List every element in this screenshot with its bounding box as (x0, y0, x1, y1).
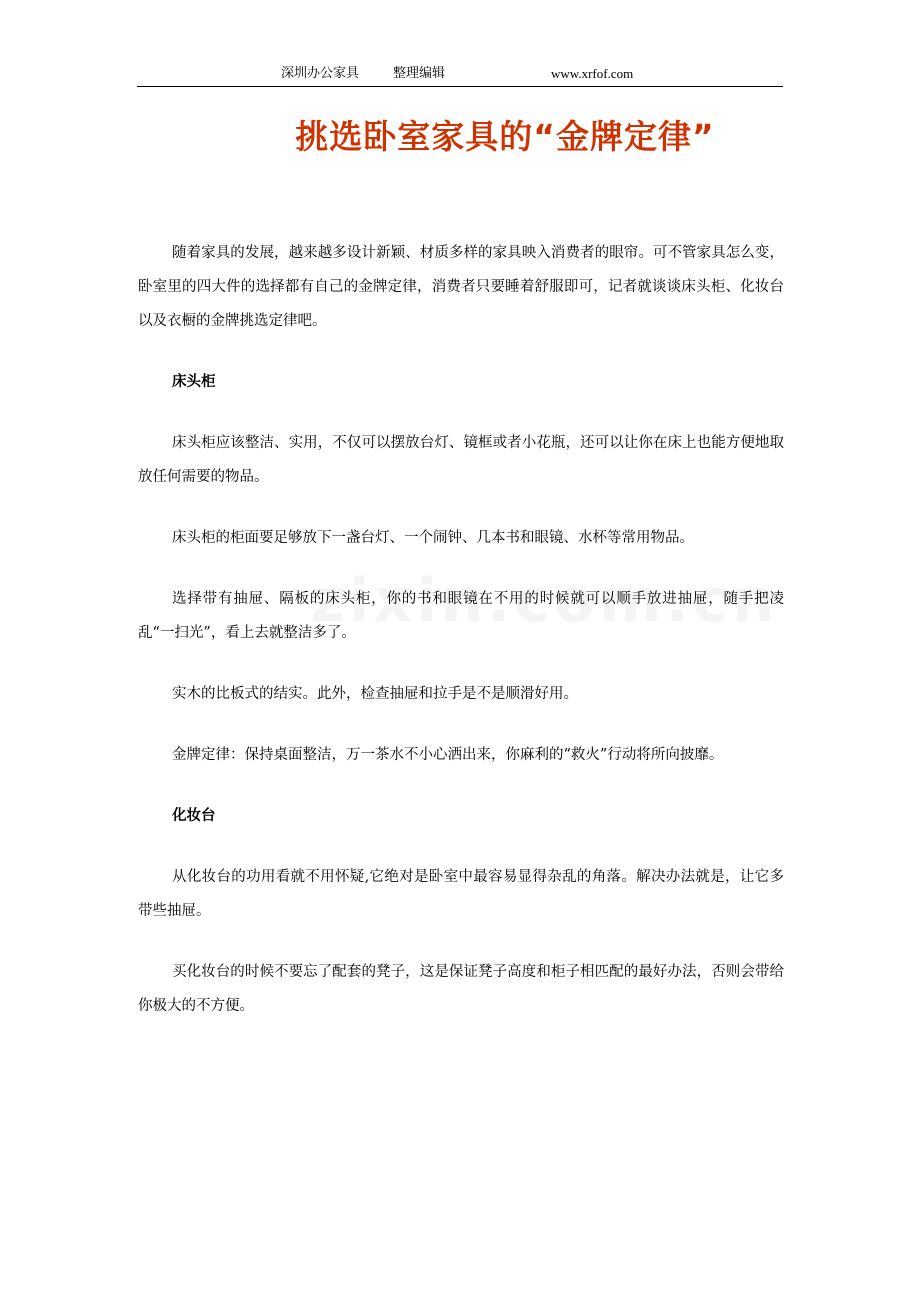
vanity-paragraph: 从化妆台的功用看就不用怀疑,它绝对是卧室中最容易显得杂乱的角落。解决办法就是，让它多带些抽屉。 (138, 869, 784, 919)
intro-paragraph: 随着家具的发展，越来越多设计新颖、材质多样的家具映入消费者的眼帘。可不管家具怎么变，卧室里的四大件的选择都有自己的金牌定律，消费者只要睡着舒服即可，记者就谈谈床头柜、化妆台以及衣橱的金牌挑选定律吧。 (138, 245, 784, 329)
vanity-paragraph: 买化妆台的时候不要忘了配套的凳子，这是保证凳子高度和柜子相匹配的最好办法，否则会带给你极大的不方便。 (138, 964, 784, 1014)
header-editor: 整理编辑 (393, 66, 446, 81)
nightstand-paragraph: 选择带有抽屉、隔板的床头柜，你的书和眼镜在不用的时候就可以顺手放进抽屉，随手把凌乱“一扫光”，看上去就整洁多了。 (138, 591, 784, 641)
nightstand-golden-rule: 金牌定律：保持桌面整洁，万一茶水不小心洒出来，你麻利的“救火”行动将所向披靡。 (172, 747, 724, 763)
article-body (138, 236, 784, 1023)
nightstand-paragraph: 床头柜的柜面要足够放下一盏台灯、一个闹钟、几本书和眼镜、水杯等常用物品。 (172, 530, 694, 546)
header-company: 深圳办公家具 (281, 66, 360, 81)
header-url[interactable]: www.xrfof.com (551, 66, 634, 81)
page-header (137, 66, 783, 87)
article-title: 挑选卧室家具的“金牌定律” (295, 117, 715, 156)
section-heading-nightstand: 床头柜 (172, 374, 216, 390)
nightstand-paragraph: 床头柜应该整洁、实用，不仅可以摆放台灯、镜框或者小花瓶，还可以让你在床上也能方便地取放任何需要的物品。 (138, 435, 784, 485)
section-heading-vanity: 化妆台 (172, 808, 216, 824)
nightstand-paragraph: 实木的比板式的结实。此外，检查抽屉和拉手是不是顺滑好用。 (172, 686, 578, 702)
